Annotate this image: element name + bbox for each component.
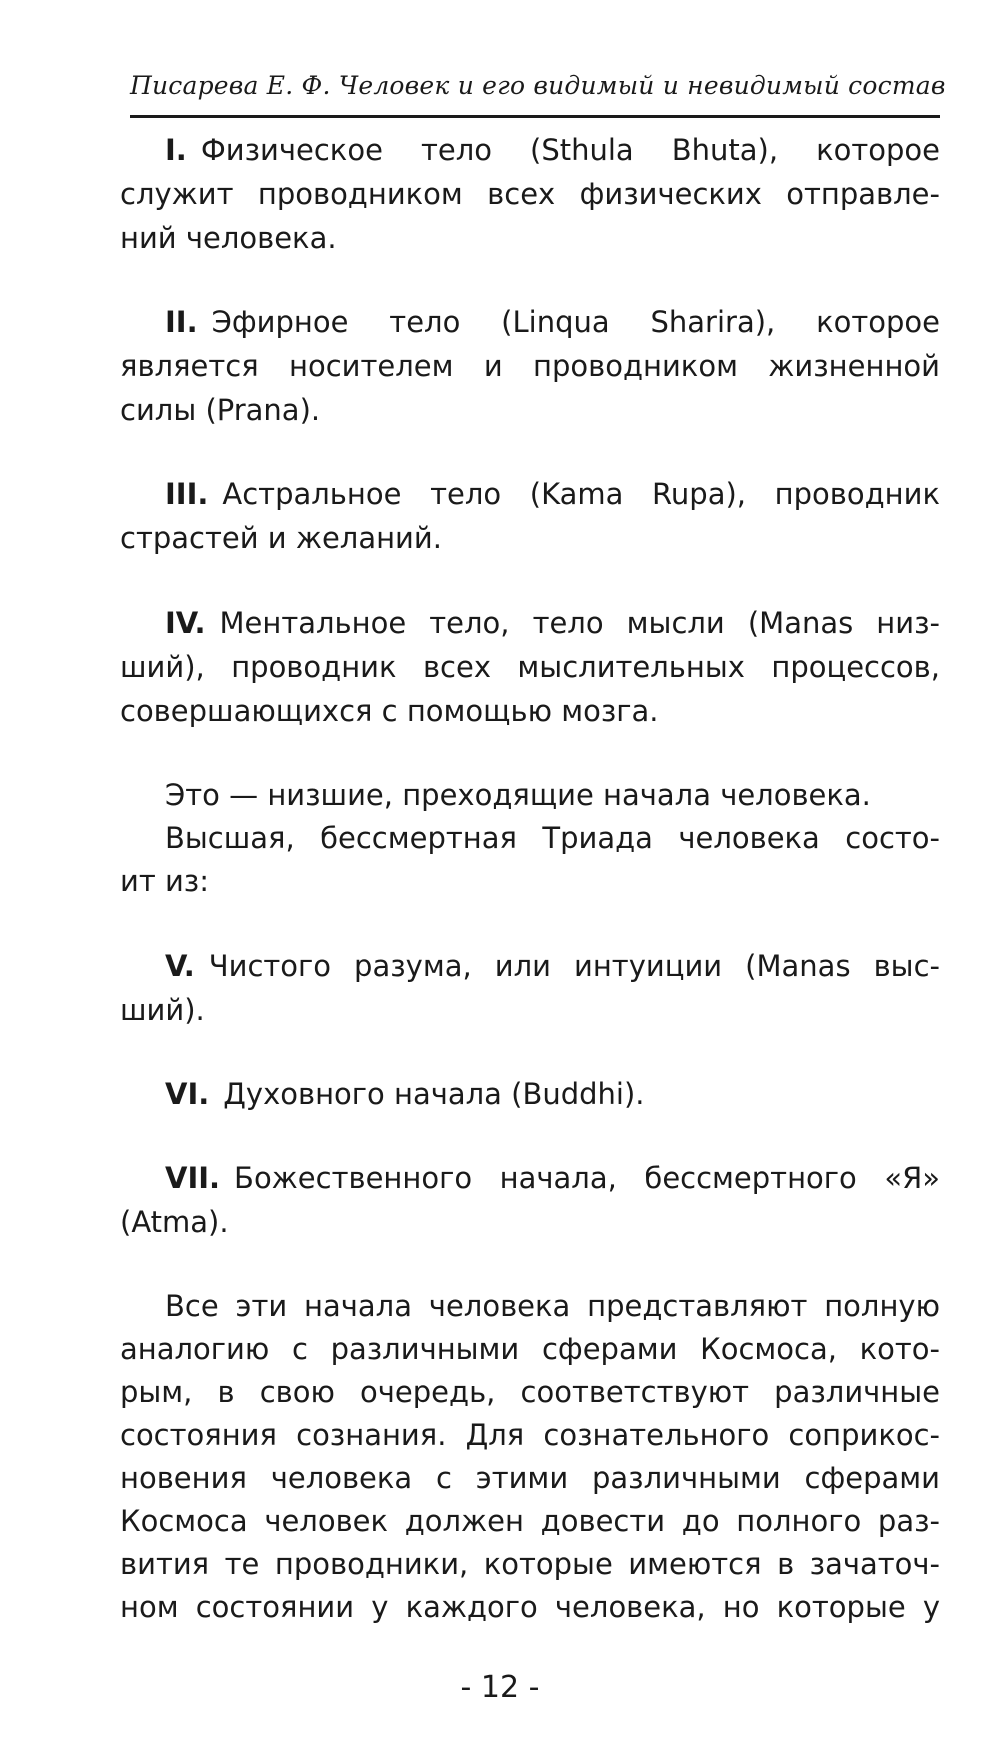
item-4-line-3: совершающихся с помощью мозга.: [120, 694, 659, 728]
item-2-line-3: силы (Prana).: [120, 393, 321, 427]
running-head: Писарева Е. Ф. Человек и его видимый и невидимый состав: [130, 71, 946, 100]
item-4-numeral: IV.: [165, 606, 206, 640]
item-2-numeral: II.: [165, 305, 198, 339]
closing-line-2: аналогию с различными сферами Космоса, кото-: [120, 1332, 940, 1366]
item-1-numeral: I.: [165, 133, 187, 167]
item-5-line-1: V. Чистого разума, или интуиции (Manas выс-: [165, 946, 940, 986]
closing-line-6: Космоса человек должен довести до полного раз-: [120, 1504, 940, 1538]
transition-line-2: Высшая, бессмертная Триада человека состо-: [165, 821, 940, 855]
item-4-line-2: ший), проводник всех мыслительных процессов,: [120, 650, 940, 684]
transition-line-3: ит из:: [120, 864, 209, 898]
item-7-numeral: VII.: [165, 1161, 221, 1195]
closing-line-7: вития те проводники, которые имеются в зачаточ-: [120, 1547, 940, 1581]
item-5-numeral: V.: [165, 949, 195, 983]
item-1-line-1: I. Физическое тело (Sthula Bhuta), которое: [165, 130, 940, 170]
item-2-line-1: II. Эфирное тело (Linqua Sharira), которое: [165, 302, 940, 342]
closing-line-8: ном состоянии у каждого человека, но которые у: [120, 1590, 940, 1624]
item-6-line-1: VI. Духовного начала (Buddhi).: [165, 1074, 940, 1114]
item-3-line-1: III. Астральное тело (Kama Rupa), проводник: [165, 474, 940, 514]
item-3-numeral: III.: [165, 477, 209, 511]
closing-line-1: Все эти начала человека представляют полную: [165, 1289, 940, 1323]
closing-line-3: рым, в свою очередь, соответствуют различные: [120, 1375, 940, 1409]
header-rule: [130, 115, 940, 118]
item-1-line-3: ний человека.: [120, 221, 337, 255]
item-6-numeral: VI.: [165, 1077, 210, 1111]
item-3-line-2: страстей и желаний.: [120, 521, 442, 555]
item-7-line-1: VII. Божественного начала, бессмертного «Я»: [165, 1158, 940, 1198]
closing-line-5: новения человека с этими различными сферами: [120, 1461, 940, 1495]
item-7-line-2: (Atma).: [120, 1205, 229, 1239]
item-1-line-2: служит проводником всех физических отправле-: [120, 177, 940, 211]
item-5-line-2: ший).: [120, 993, 205, 1027]
item-4-line-1: IV. Ментальное тело, тело мысли (Manas низ-: [165, 603, 940, 643]
closing-line-4: состояния сознания. Для сознательного соприкос-: [120, 1418, 940, 1452]
page-number: - 12 -: [460, 1670, 540, 1705]
transition-line-1: Это — низшие, преходящие начала человека.: [165, 778, 871, 812]
item-2-line-2: является носителем и проводником жизненной: [120, 349, 940, 383]
